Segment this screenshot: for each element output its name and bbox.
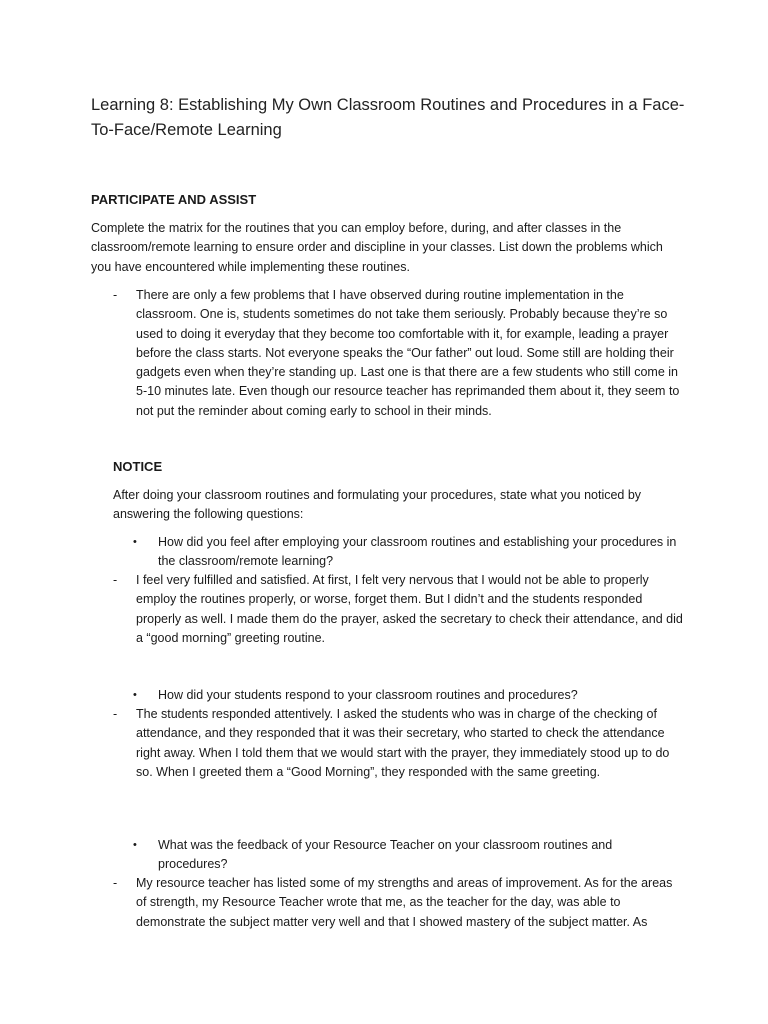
page-title: Learning 8: Establishing My Own Classroom Routines and Procedures in a Face-To-Face/Remote Learning bbox=[91, 96, 685, 139]
answer-text: There are only a few problems that I have observed during routine implementation in the classroom. One is, students sometimes do not take them seriously. Probably because they’re so used to doing it everyday that they become too comfortable with it, for example, leading a prayer before the class starts. Not everyone speaks the “Our father” out loud. Some still are holding their gadgets even when they’re standing up. Last one is that there are a few students who still come in 5-10 minutes late. Even though our resource teacher has reprimanded them about it, they seem to not put the reminder about coming early to school in their minds. bbox=[136, 288, 680, 418]
bullet-marker: • bbox=[133, 536, 137, 548]
dash-marker: - bbox=[113, 573, 118, 587]
question-text: How did your students respond to your classroom routines and procedures? bbox=[158, 688, 578, 702]
question-text: What was the feedback of your Resource Teacher on your classroom routines and procedures? bbox=[158, 838, 613, 872]
question-item bbox=[133, 533, 683, 572]
section-heading-participate: PARTICIPATE AND ASSIST bbox=[91, 192, 257, 207]
answer-item bbox=[113, 705, 683, 782]
answer-text: The students responded attentively. I asked the students who was in charge of the checking of attendance, and they responded that it was their secretary, who started to check the attendance right away. When I told them that we would start with the prayer, they immediately stood up to do so. When I greeted them a “Good Morning”, they responded with the same greeting. bbox=[136, 707, 670, 779]
dash-marker: - bbox=[113, 288, 118, 302]
answer-item bbox=[113, 571, 683, 648]
answer-text: My resource teacher has listed some of my strengths and areas of improvement. As for the areas of strength, my Resource Teacher wrote that me, as the teacher for the day, was able to demonstrate the subject matter very well and that I showed mastery of the subject matter. As bbox=[136, 876, 673, 929]
answer-text: I feel very fulfilled and satisfied. At first, I felt very nervous that I would not be able to properly employ the routines properly, or worse, forget them. But I didn’t and the students responded properly as well. I made them do the prayer, asked the secretary to check their attendance, and did a “good morning” greeting routine. bbox=[136, 573, 683, 645]
section-heading-notice: NOTICE bbox=[113, 459, 163, 474]
question-item bbox=[133, 836, 683, 875]
dash-marker: - bbox=[113, 876, 118, 890]
question-item bbox=[133, 686, 683, 705]
notice-intro: After doing your classroom routines and formulating your procedures, state what you noticed by answering the following questions: bbox=[113, 488, 642, 522]
participate-intro: Complete the matrix for the routines that you can employ before, during, and after classes in the classroom/remote learning to ensure order and discipline in your classes. List down the problems which you have encountered while implementing these routines. bbox=[91, 221, 663, 274]
bullet-marker: • bbox=[133, 689, 137, 701]
bullet-marker: • bbox=[133, 839, 137, 851]
question-text: How did you feel after employing your classroom routines and establishing your procedures in the classroom/remote learning? bbox=[158, 535, 677, 569]
dash-marker: - bbox=[113, 707, 118, 721]
answer-item bbox=[113, 874, 683, 932]
participate-answer bbox=[113, 286, 683, 421]
